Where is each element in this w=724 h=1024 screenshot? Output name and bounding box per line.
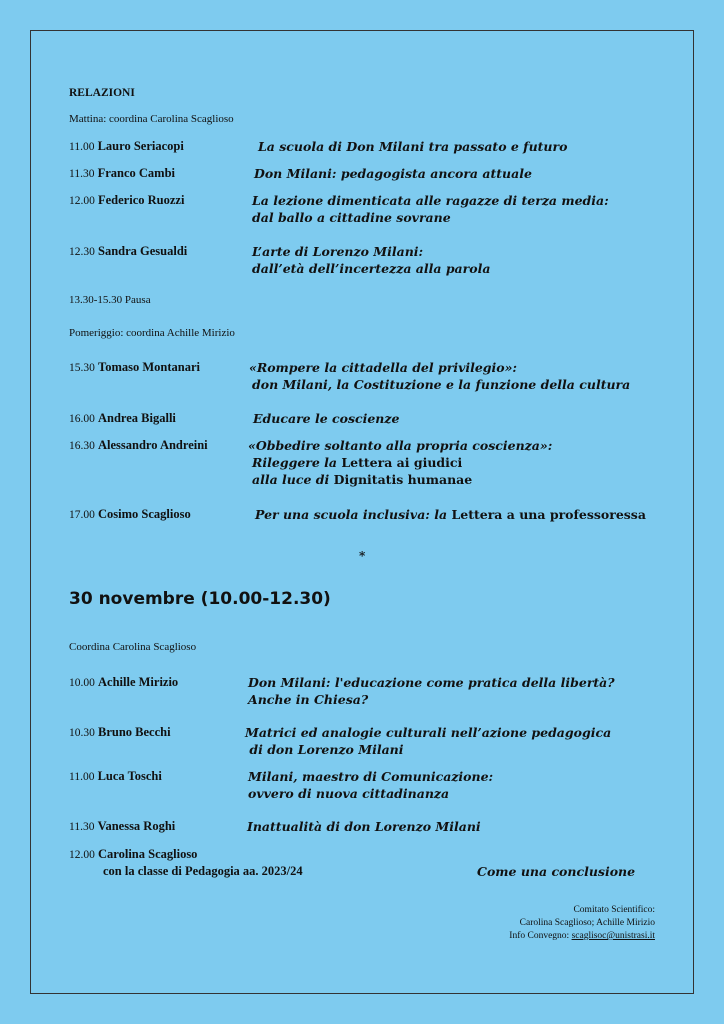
talk-time: 12.00 — [69, 849, 95, 861]
talk-title: Don Milani: l'educazione come pratica della libertà? Anche in Chiesa? — [248, 675, 615, 707]
talk-title: L’arte di Lorenzo Milani: dall’età dell’incertezza alla parola — [252, 244, 491, 276]
talk-time-name — [69, 360, 200, 375]
talk-time-name — [69, 166, 175, 181]
talk-time-name — [69, 819, 175, 834]
speaker-name: Sandra Gesualdi — [98, 244, 188, 258]
talk-time-name — [69, 769, 162, 784]
speaker-name: Achille Mirizio — [98, 675, 179, 689]
closing-subtitle: con la classe di Pedagogia aa. 2023/24 — [103, 864, 303, 878]
talk-time-name — [69, 244, 187, 259]
info-email-link[interactable]: scaglisoc@unistrasi.it — [571, 931, 655, 941]
talk-time: 11.00 — [69, 771, 95, 783]
talk-time-name — [69, 847, 197, 862]
mattina-coordinator: Mattina: coordina Carolina Scaglioso — [69, 113, 234, 125]
talk-time-name — [69, 725, 171, 740]
talk-time-name — [69, 675, 178, 690]
talk-time: 10.30 — [69, 727, 95, 739]
talk-title: Educare le coscienze — [253, 411, 400, 426]
talk-title: La scuola di Don Milani tra passato e futuro — [258, 139, 568, 154]
speaker-name: Carolina Scaglioso — [98, 847, 198, 861]
talk-title: Milani, maestro di Comunicazione: ovvero di nuova cittadinanza — [248, 769, 494, 801]
talk-time-name — [69, 193, 184, 208]
talk-title: Matrici ed analogie culturali nell’azione pedagogica di don Lorenzo Milani — [245, 725, 612, 757]
talk-time: 12.30 — [69, 246, 95, 258]
speaker-name: Bruno Becchi — [98, 725, 171, 739]
talk-time: 12.00 — [69, 195, 95, 207]
talk-title: La lezione dimenticata alle ragazze di terza media: dal ballo a cittadine sovrane — [252, 193, 609, 225]
talk-time-name — [69, 139, 184, 154]
speaker-name: Tomaso Montanari — [98, 360, 200, 374]
talk-time-name — [69, 411, 176, 426]
speaker-name: Lauro Seriacopi — [97, 139, 184, 153]
talk-time: 15.30 — [69, 362, 95, 374]
day2-coordinator: Coordina Carolina Scaglioso — [69, 641, 197, 653]
talk-time-name — [69, 507, 191, 522]
speaker-name: Franco Cambi — [97, 166, 176, 180]
talk-time: 11.30 — [69, 168, 95, 180]
talk-title: «Rompere la cittadella del privilegio»: don Milani, la Costituzione e la funzione della cultura — [249, 360, 631, 392]
talk-title: Per una scuola inclusiva: la Lettera a una professoressa — [255, 507, 646, 522]
speaker-name: Alessandro Andreini — [98, 438, 208, 452]
speaker-name: Luca Toschi — [97, 769, 162, 783]
talk-time-name — [69, 438, 208, 453]
talk-time: 16.30 — [69, 440, 95, 452]
pausa-label: 13.30-15.30 Pausa — [69, 294, 151, 306]
talk-time: 11.30 — [69, 821, 95, 833]
separator-star: * — [359, 549, 366, 563]
speaker-name: Cosimo Scaglioso — [98, 507, 191, 521]
day2-heading: 30 novembre (10.00-12.30) — [69, 589, 331, 609]
talk-title: Come una conclusione — [477, 864, 636, 879]
talk-title: Don Milani: pedagogista ancora attuale — [254, 166, 532, 181]
talk-time: 10.00 — [69, 677, 95, 689]
footer-committee: Comitato Scientifico: Carolina Scaglioso; Achille Mirizio Info Convegno: scaglisoc@unistrasi.it — [509, 905, 655, 941]
talk-time: 17.00 — [69, 509, 95, 521]
talk-title: Inattualità di don Lorenzo Milani — [247, 819, 481, 834]
talk-title: «Obbedire soltanto alla propria coscienza»: Rileggere la Lettera ai giudici alla luce di Dignitatis humanae — [248, 438, 553, 487]
speaker-name: Vanessa Roghi — [97, 819, 176, 833]
speaker-name: Andrea Bigalli — [98, 411, 176, 425]
relazioni-heading: RELAZIONI — [69, 87, 135, 99]
pomeriggio-coordinator: Pomeriggio: coordina Achille Mirizio — [69, 327, 235, 339]
talk-time: 11.00 — [69, 141, 95, 153]
talk-time: 16.00 — [69, 413, 95, 425]
speaker-name: Federico Ruozzi — [98, 193, 185, 207]
